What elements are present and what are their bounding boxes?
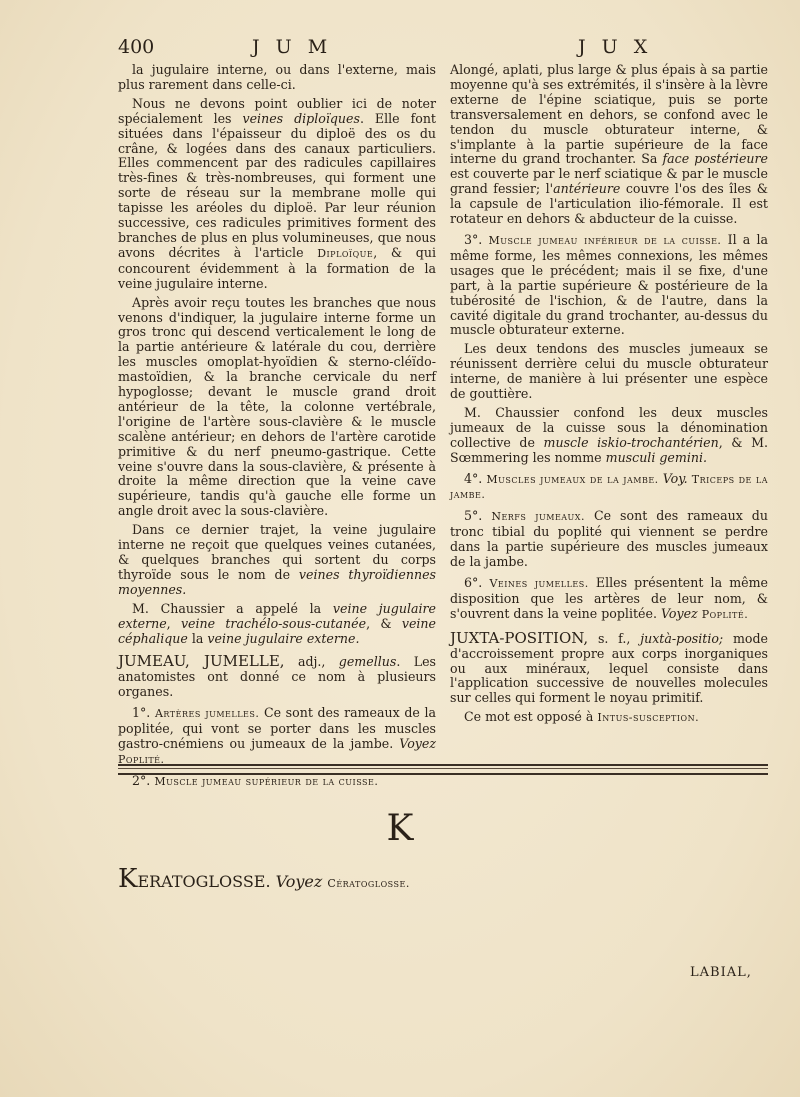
paragraph: Nous ne devons point oublier ici de noter spécialement les veines diploïques. Elle font situées dans l'épaisseur du diploë des os du crâne, & logées dans des canaux particuliers. Elles commencent par des radicules capillaires très-fines & très-nombreuses, qui forment une sorte de réseau sur la membrane molle qui tapisse les aréoles du diploë. Par leur réunion successive, ces radicules primitives forment des branches de plus en plus volumineuses, que nous avons décrites à l'article Diploïque, & qui concourent évidemment à la formation de la veine jugulaire interne.	[118, 95, 436, 291]
paragraph: la jugulaire interne, ou dans l'externe, mais plus rarement dans celle-ci.	[118, 62, 436, 92]
catchword: LABIAL,	[690, 965, 752, 980]
subentry-nerfs-jumeaux: 5°. Nerfs jumeaux. Ce sont des rameaux du tronc tibial du poplité qui viennent se perdre dans la partie supérieure des muscles jumeaux de la jambe.	[450, 508, 768, 570]
subentry-muscle-jumeau-inferieur: 3°. Muscle jumeau inférieur de la cuisse. Il a la même forme, les mêmes connexions, les mêmes usages que le précédent; mais il se fixe, d'une part, à la partie supérieure & postérieure de la tubérosité de l'ischion, & de l'autre, dans la cavité digitale du grand trochanter, au-dessus du muscle obturateur externe.	[450, 231, 768, 338]
subentry-veines-jumelles: 6°. Veines jumelles. Elles présentent la même disposition que les artères de leur nom, & s'ouvrent dans la veine poplitée. Voyez Poplité.	[450, 575, 768, 621]
right-column	[450, 63, 768, 730]
paragraph: Après avoir reçu toutes les branches que nous venons d'indiquer, la jugulaire interne forme un gros tronc qui descend verticalement le long de la partie antérieure & latérale du cou, derrière les muscles omoplat-hyoïdien & sterno-cléïdo-mastoïdien, & la branche cervicale du nerf hypoglosse; devant le muscle grand droit antérieur de la tête, la colonne vertébrale, l'origine de l'artère sous-clavière & le muscle scalène antérieur; en dehors de l'artère carotide primitive & du nerf pneumo-gastrique. Cette veine s'ouvre dans la sous-clavière, & présente à droite la même direction que la veine cave supérieure, tandis qu'à gauche elle forme un angle droit avec la sous-clavière.	[118, 294, 436, 519]
subentry-arteres-jumelles: 1°. Artères jumelles. Ce sont des rameaux de la poplitée, qui vont se porter dans les muscles gastro-cnémiens ou jumeaux de la jambe. Voyez Poplité.	[118, 705, 437, 766]
subentry-muscle-jumeau-superieur: 2°. Muscle jumeau supérieur de la cuisse.	[132, 772, 379, 788]
dictionary-entry-jumeau: JUMEAU, JUMELLE, adj., gemellus. Les anatomistes ont donné ce nom à plusieurs organes.	[118, 652, 436, 700]
left-running-head: J U M	[252, 36, 333, 58]
paragraph: M. Chaussier a appelé la veine jugulaire externe, veine trachélo-sous-cutanée, & veine céphalique la veine jugulaire externe.	[118, 600, 436, 646]
paragraph: Ce mot est opposé à Intus-susception.	[464, 709, 700, 725]
section-letter: K	[386, 808, 414, 849]
paragraph: Dans ce dernier trajet, la veine jugulaire interne ne reçoit que quelques veines cutanées, & quelques branches qui sortent du corps thyroïde sous le nom de veines thyroïdiennes moyennes.	[118, 522, 436, 597]
paragraph: M. Chaussier confond les deux muscles jumeaux de la cuisse sous la dénomination collective de muscle iskio-trochantérien, & M. Sœmmering les nomme musculi gemini.	[450, 404, 768, 465]
dictionary-entry-juxta-position: JUXTA-POSITION, s. f., juxtà-positio; mode d'accroissement propre aux corps inorganiques ou aux minéraux, lequel consiste dans l'application successive de nouvelles molecules sur celles qui forment le noyau primitif.	[450, 628, 768, 706]
dictionary-entry-keratoglosse: KERATOGLOSSE. Voyez Cératoglosse.	[118, 864, 410, 894]
subentry-muscles-jumeaux-jambe: 4°. Muscles jumeaux de la jambe. Voy. Triceps de la jambe.	[450, 470, 768, 502]
right-running-head: J U X	[578, 36, 653, 58]
page-number: 400	[118, 36, 155, 58]
section-divider-rule	[118, 764, 768, 775]
paragraph: Alongé, aplati, plus large & plus épais à sa partie moyenne qu'à ses extrémités, il s'insère à la lèvre externe de l'épine sciatique, puis se porte transversalement en dehors, se confond avec le tendon du muscle obturateur interne, & s'implante à la partie supérieure de la face interne du grand trochanter. Sa face postérieure est couverte par le nerf sciatique & par le muscle grand fessier; l'antérieure couvre l'os des îles & la capsule de l'articulation ilio-fémorale. Il est rotateur en dehors & abducteur de la cuisse.	[450, 62, 769, 227]
left-column	[118, 63, 436, 794]
paragraph: Les deux tendons des muscles jumeaux se réunissent derrière celui du muscle obturateur interne, de manière à lui présenter une espèce de gouttière.	[450, 341, 768, 402]
